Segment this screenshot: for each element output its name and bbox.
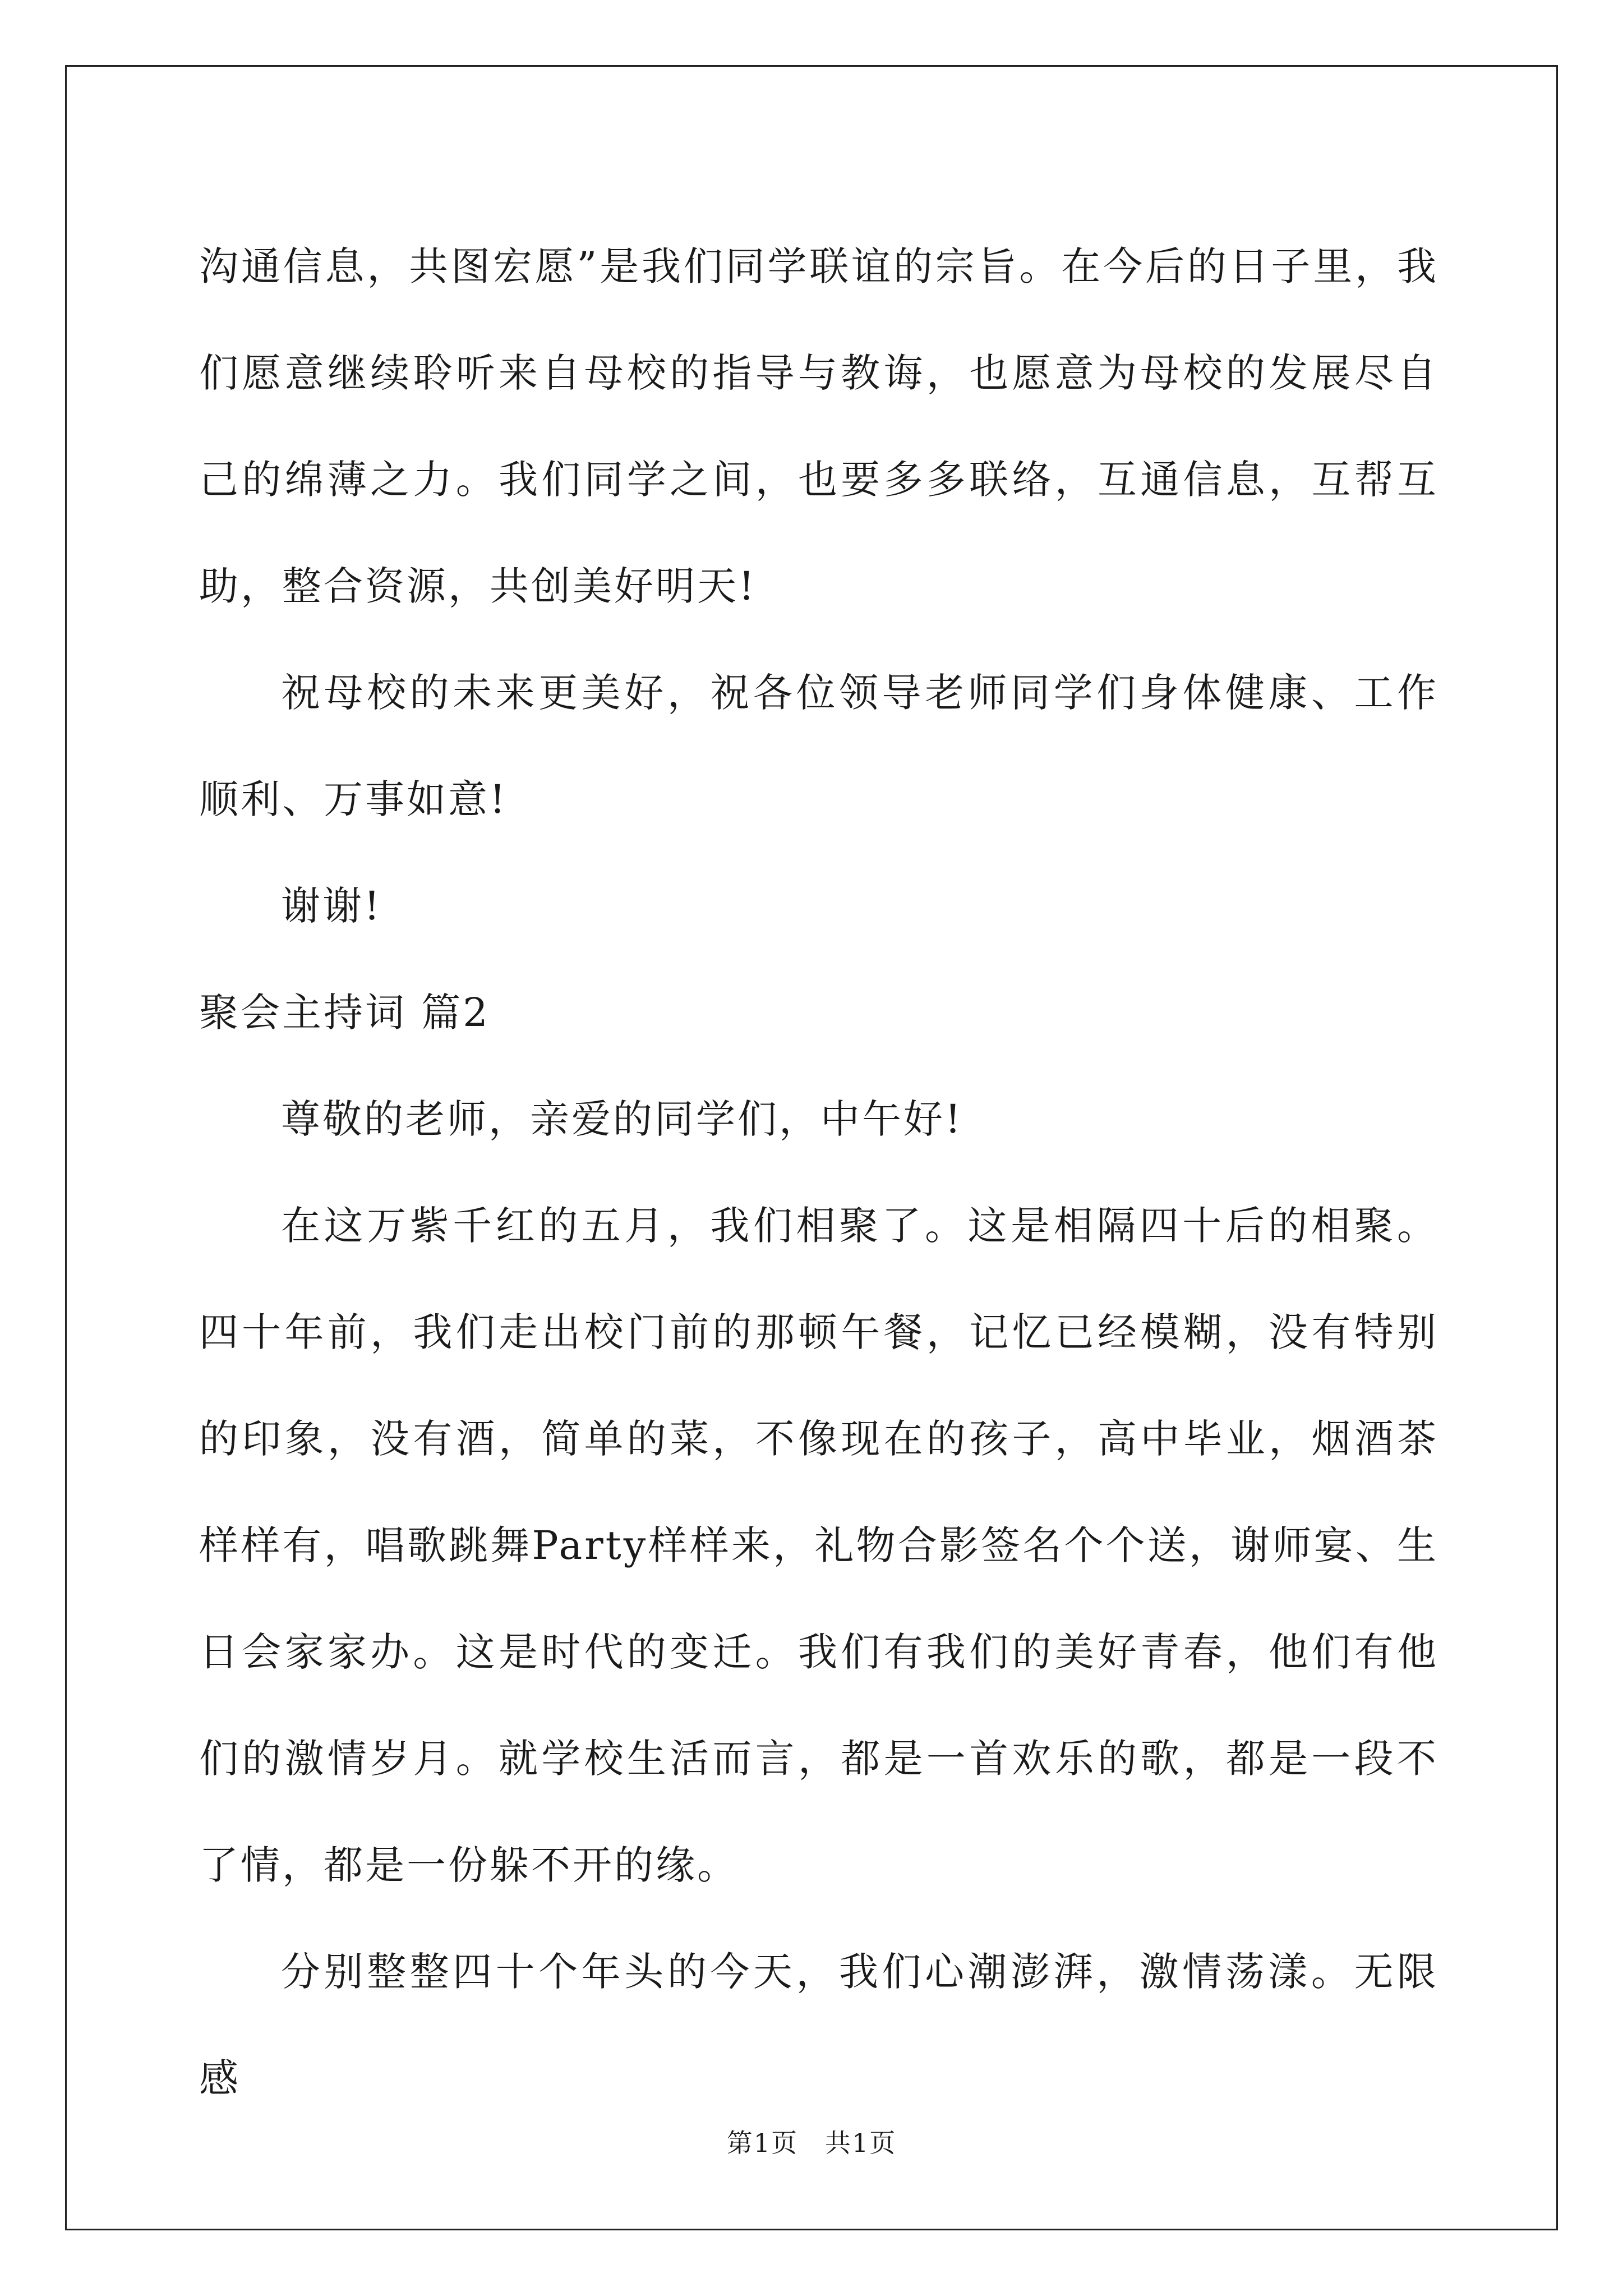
paragraph: 祝母校的未来更美好，祝各位领导老师同学们身体健康、工作顺利、万事如意! (199, 670, 1438, 822)
paragraph: 尊敬的老师，亲爱的同学们，中午好! (281, 1096, 963, 1142)
paragraph: 谢谢! (281, 883, 382, 929)
paragraph: 在这万紫千红的五月，我们相聚了。这是相隔四十后的相聚。四十年前，我们走出校门前的那顿午餐，记忆已经模糊，没有特别的印象，没有酒，简单的菜，不像现在的孩子，高中毕业，烟酒茶样样有，唱歌跳舞Party样样来，礼物合影签名个个送，谢师宴、生日会家家办。这是时代的变迁。我们有我们的美好青春，他们有他们的激情岁月。就学校生活而言，都是一首欢乐的歌，都是一段不了情，都是一份躲不开的缘。 (199, 1203, 1438, 1888)
paragraph: 分别整整四十个年头的今天，我们心潮澎湃，激情荡漾。无限感 (199, 1949, 1438, 2101)
page-footer: 第1页 共1页 (726, 2128, 897, 2158)
paragraph: 沟通信息，共图宏愿”是我们同学联谊的宗旨。在今后的日子里，我们愿意继续聆听来自母校的指导与教诲，也愿意为母校的发展尽自己的绵薄之力。我们同学之间，也要多多联络，互通信息，互帮互助，整合资源，共创美好明天! (199, 243, 1438, 609)
document-body (199, 213, 1438, 2132)
section-heading: 聚会主持词 篇2 (199, 990, 490, 1036)
